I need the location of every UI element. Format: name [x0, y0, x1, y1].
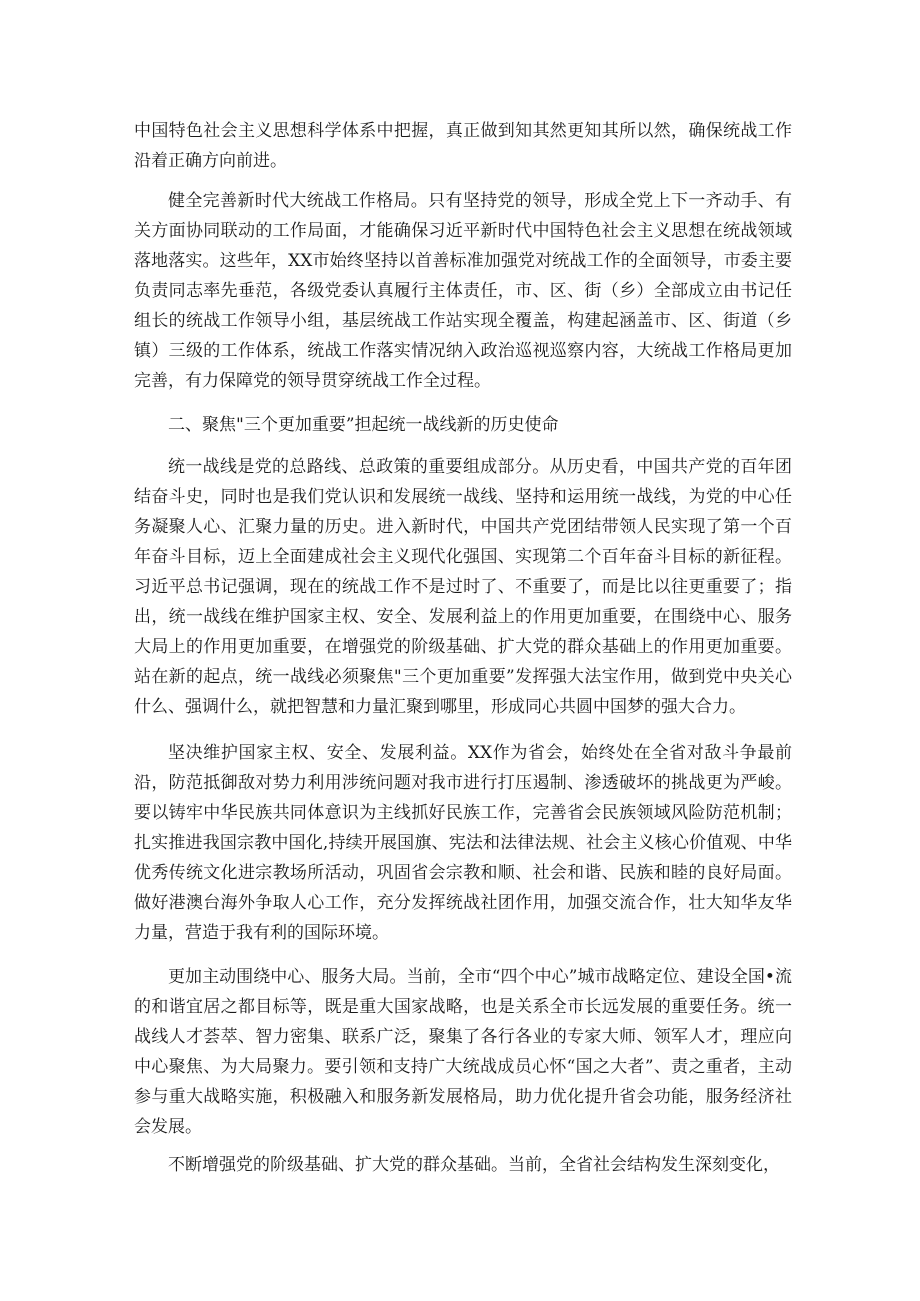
paragraph-serve-overall	[134, 962, 792, 1142]
paragraph-work-pattern	[134, 186, 792, 396]
paragraph-text: 不断增强党的阶级基础、扩大党的群众基础。当前，全省社会结构发生深刻变化，	[168, 1155, 780, 1175]
paragraph-continuation	[134, 116, 792, 176]
paragraph-united-front	[134, 452, 792, 722]
paragraph-sovereignty	[134, 738, 792, 948]
paragraph-text: 更加主动围绕中心、服务大局。当前，全市“四个中心”城市战略定位、建设全国•流的和谐宜居之都目标等，既是重大国家战略，也是关系全市长远发展的重要任务。统一战线人才荟萃、智力密集、联系广泛，聚集了各行各业的专家大师、领军人才，理应向中心聚焦、为大局聚力。要引领和支持广大统战成员心怀“国之大者”、责之重者，主动参与重大战略实施，积极融入和服务新发展格局，助力优化提升省会功能，服务经济社会发展。	[134, 967, 792, 1137]
paragraph-text: 中国特色社会主义思想科学体系中把握，真正做到知其然更知其所以然，确保统战工作沿着正确方向前进。	[134, 121, 792, 171]
paragraph-text: 统一战线是党的总路线、总政策的重要组成部分。从历史看，中国共产党的百年团结奋斗史，同时也是我们党认识和发展统一战线、坚持和运用统一战线，为党的中心任务凝聚人心、汇聚力量的历史。进入新时代，中国共产党团结带领人民实现了第一个百年奋斗目标，迈上全面建成社会主义现代化强国、实现第二个百年奋斗目标的新征程。习近平总书记强调，现在的统战工作不是过时了、不重要了，而是比以往更重要了；指出，统一战线在维护国家主权、安全、发展利益上的作用更加重要，在围绕中心、服务大局上的作用更加重要，在增强党的阶级基础、扩大党的群众基础上的作用更加重要。站在新的起点，统一战线必须聚焦"三个更加重要”发挥强大法宝作用，做到党中央关心什么、强调什么，就把智慧和力量汇聚到哪里，形成同心共圆中国梦的强大合力。	[134, 457, 792, 717]
section-heading	[134, 410, 792, 440]
heading-text: 二、聚焦"三个更加重要”担起统一战线新的历史使命	[168, 415, 559, 435]
paragraph-text: 坚决维护国家主权、安全、发展利益。XX作为省会，始终处在全省对敌斗争最前沿，防范抵御敌对势力利用涉统问题对我市进行打压遏制、渗透破坏的挑战更为严峻。要以铸牢中华民族共同体意识为主线抓好民族工作，完善省会民族领域风险防范机制；扎实推进我国宗教中国化,持续开展国旗、宪法和法律法规、社会主义核心价值观、中华优秀传统文化进宗教场所活动，巩固省会宗教和顺、社会和谐、民族和睦的良好局面。做好港澳台海外争取人心工作，充分发挥统战社团作用，加强交流合作，壮大知华友华力量，营造于我有利的国际环境。	[134, 743, 792, 943]
paragraph-class-base	[134, 1150, 792, 1180]
paragraph-text: 健全完善新时代大统战工作格局。只有坚持党的领导，形成全党上下一齐动手、有关方面协同联动的工作局面，才能确保习近平新时代中国特色社会主义思想在统战领域落地落实。这些年，XX市始终坚持以首善标准加强党对统战工作的全面领导，市委主要负责同志率先垂范，各级党委认真履行主体责任，市、区、街（乡）全部成立由书记任组长的统战工作领导小组，基层统战工作站实现全覆盖，构建起涵盖市、区、街道（乡镇）三级的工作体系，统战工作落实情况纳入政治巡视巡察内容，大统战工作格局更加完善，有力保障党的领导贯穿统战工作全过程。	[134, 191, 792, 391]
